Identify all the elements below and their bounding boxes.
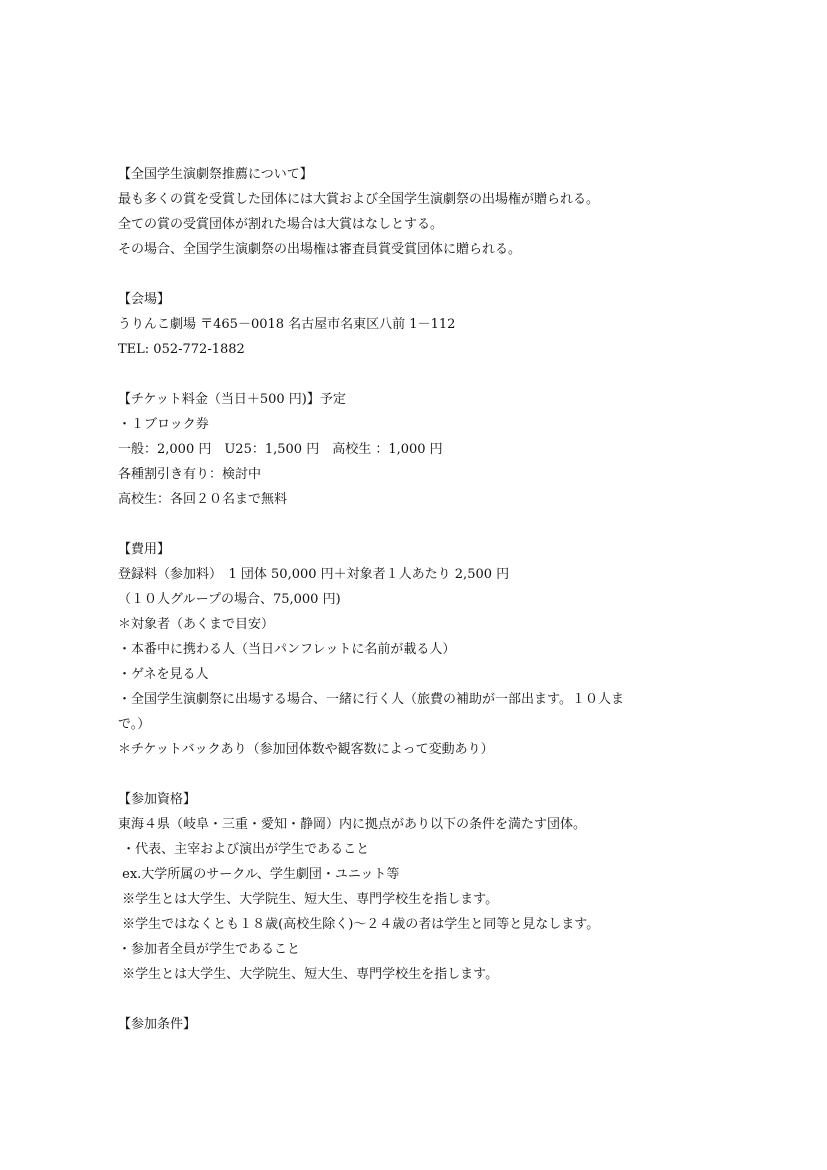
spacer <box>118 362 718 387</box>
body-line: ※学生とは大学生、大学院生、短大生、専門学校生を指します。 <box>118 967 499 982</box>
body-line: TEL: 052-772-1882 <box>118 342 245 357</box>
body-line: その場合、全国学生演劇祭の出場権は審査員賞受賞団体に贈られる。 <box>118 242 522 257</box>
spacer <box>118 762 718 787</box>
body-line: ・１ブロック券 <box>118 417 209 432</box>
body-line: ＊対象者（あくまで目安） <box>118 617 275 632</box>
body-line: 高校生：各回２０名まで無料 <box>118 492 288 507</box>
body-line: 最も多くの賞を受賞した団体には大賞および全国学生演劇祭の出場権が贈られる。 <box>118 192 600 207</box>
body-line: で。） <box>118 717 151 732</box>
body-line: ex.大学所属のサークル、学生劇団・ユニット等 <box>118 867 400 882</box>
spacer <box>118 262 718 287</box>
section-heading: 【費用】 <box>118 542 171 557</box>
section-eligibility <box>118 787 718 987</box>
section-ticket <box>118 387 718 512</box>
section-heading: 【会場】 <box>118 292 171 307</box>
body-line: うりんこ劇場 〒465－0018 名古屋市名東区八前 1－112 <box>118 317 456 332</box>
section-fees <box>118 537 718 762</box>
section-heading: 【参加条件】 <box>118 1017 197 1032</box>
body-line: ※学生ではなくとも１８歳(高校生除く)～２４歳の者は学生と同等と見なします。 <box>118 917 600 932</box>
body-line: ・代表、主宰および演出が学生であること <box>118 842 370 857</box>
body-line: 各種割引き有り：検討中 <box>118 467 262 482</box>
body-line: 一般：2,000 円 U25：1,500 円 高校生 ：1,000 円 <box>118 442 443 457</box>
body-line: ＊チケットバックあり（参加団体数や観客数によって変動あり） <box>118 742 494 757</box>
document-body <box>118 162 718 1037</box>
body-line: ・ゲネを見る人 <box>118 667 209 682</box>
section-heading: 【全国学生演劇祭推薦について】 <box>118 167 313 182</box>
spacer <box>118 512 718 537</box>
spacer <box>118 987 718 1012</box>
section-nomination <box>118 162 718 262</box>
body-line: （１０人グループの場合、75,000 円) <box>118 592 341 607</box>
body-line: ・本番中に携わる人（当日パンフレットに名前が載る人） <box>118 642 456 657</box>
body-line: 登録料（参加料） 1 団体 50,000 円＋対象者１人あたり 2,500 円 <box>118 567 510 582</box>
body-line: ・参加者全員が学生であること <box>118 942 301 957</box>
body-line: ※学生とは大学生、大学院生、短大生、専門学校生を指します。 <box>118 892 499 907</box>
body-line: 東海４県（岐阜・三重・愛知・静岡）内に拠点があり以下の条件を満たす団体。 <box>118 817 587 832</box>
body-line: ・全国学生演劇祭に出場する場合、一緒に行く人（旅費の補助が一部出ます。１０人ま <box>118 692 624 707</box>
section-venue <box>118 287 718 362</box>
body-line: 全ての賞の受賞団体が割れた場合は大賞はなしとする。 <box>118 217 444 232</box>
section-heading: 【参加資格】 <box>118 792 197 807</box>
section-heading: 【チケット料金（当日＋500 円)】予定 <box>118 392 346 407</box>
section-conditions <box>118 1012 718 1037</box>
